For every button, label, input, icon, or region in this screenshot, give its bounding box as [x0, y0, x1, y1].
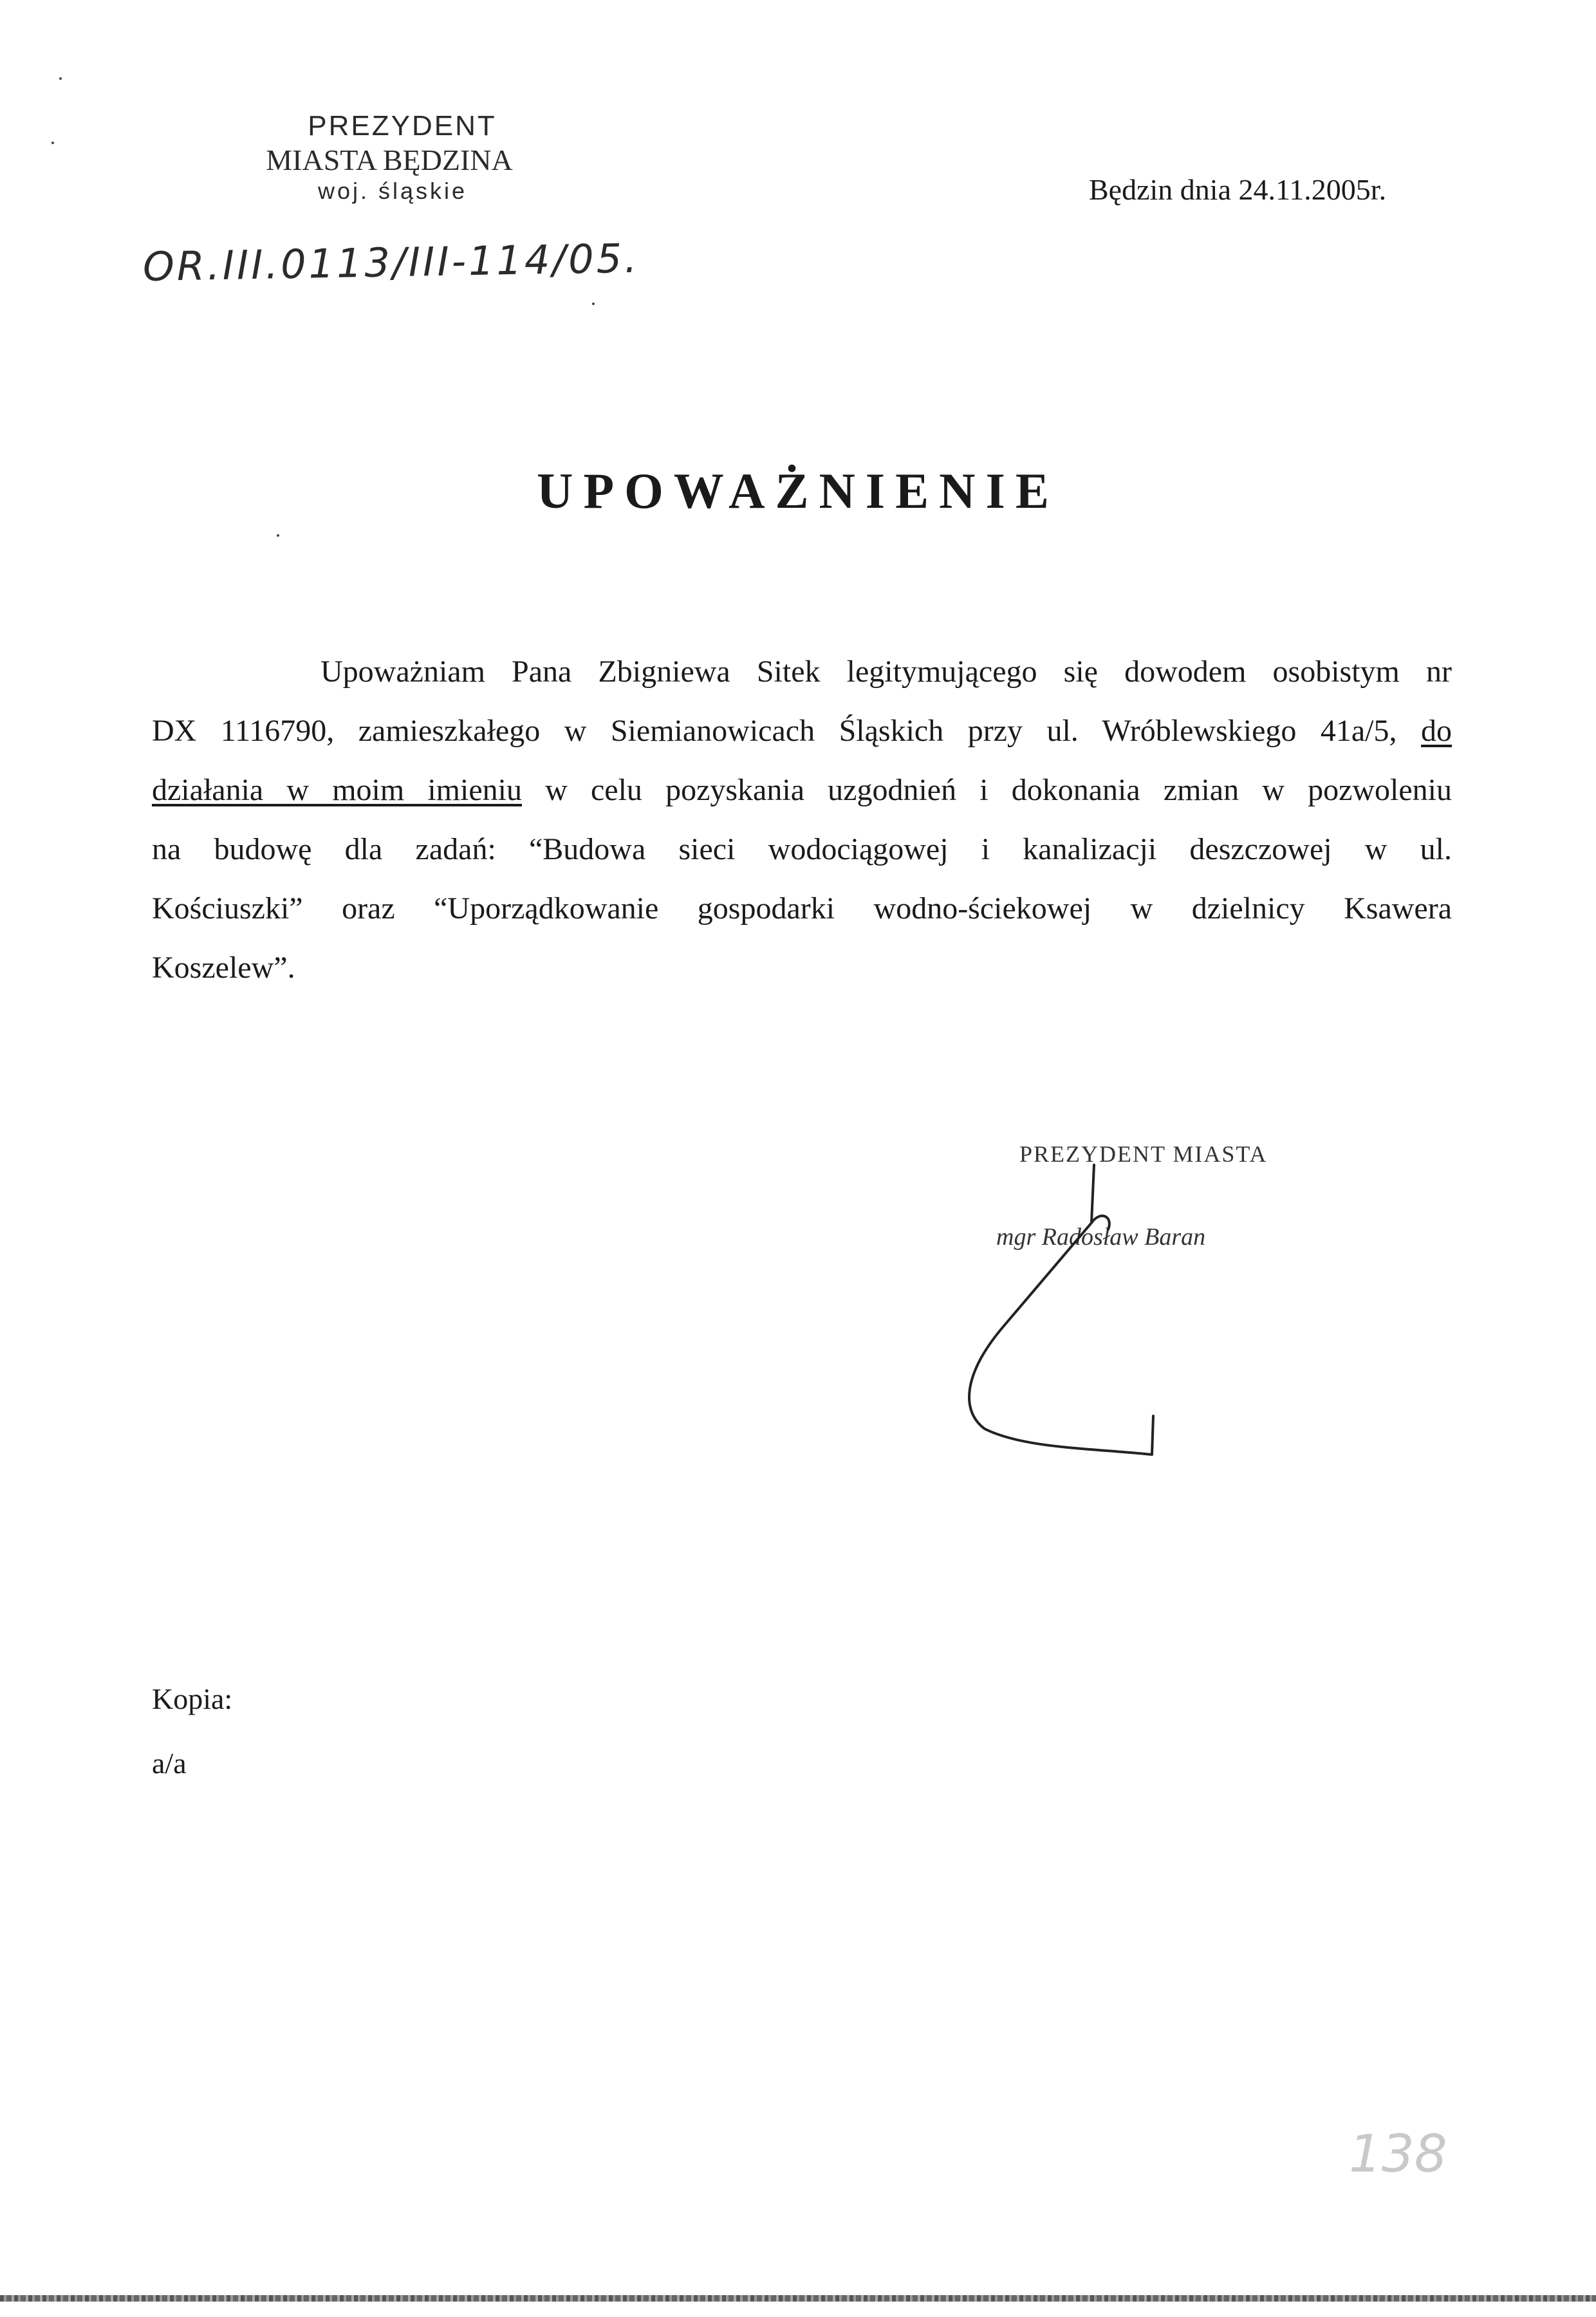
stamp-line-1: PREZYDENT [308, 110, 497, 142]
document-title: UPOWAŻNIENIE [537, 463, 1059, 519]
body-line-2-underlined: do [1421, 714, 1452, 748]
body-line-1: Upoważniam Pana Zbigniewa Sitek legitymującego się dowodem osobistym nr [320, 655, 1452, 689]
body-line-2 [152, 702, 1452, 761]
copy-value: a/a [152, 1747, 187, 1780]
reference-number: OR.III.0113/III-114/05. [142, 234, 640, 290]
signature-stamp-title: PREZYDENT MIASTA [1019, 1141, 1268, 1167]
body-line-3-underlined: działania w moim imieniu [152, 773, 522, 807]
body-line-6: Koszelew”. [152, 951, 295, 985]
body-line-5: Kościuszki” oraz “Uporządkowanie gospodarki wodno-ściekowej w dzielnicy Ksawera [152, 891, 1452, 926]
body-line-3 [152, 761, 1452, 820]
body-line-4: na budowę dla zadań: “Budowa sieci wodociągowej i kanalizacji deszczowej w ul. [152, 832, 1452, 866]
stamp-line-2: MIASTA BĘDZINA [266, 144, 513, 176]
scan-bottom-edge [0, 2295, 1596, 2302]
signatory-name: mgr Radosław Baran [996, 1224, 1206, 1251]
authorization-text [152, 642, 1452, 998]
issuer-stamp [254, 108, 550, 206]
scan-speck [592, 302, 595, 305]
body-line-3-text: w celu pozyskania uzgodnień i dokonania zmian w pozwoleniu [545, 773, 1452, 807]
body-line-2-text: DX 1116790, zamieszkałego w Siemianowicach Śląskich przy ul. Wróblewskiego 41a/5, [152, 714, 1397, 748]
scan-speck [59, 77, 62, 80]
scan-speck [277, 534, 279, 537]
page-number-mark: 138 [1349, 2124, 1447, 2184]
stamp-line-3: woj. śląskie [317, 178, 468, 204]
scan-speck [51, 142, 54, 144]
handwritten-signature [940, 1158, 1184, 1493]
copy-section [152, 1667, 232, 1796]
document-date: Będzin dnia 24.11.2005r. [1089, 173, 1387, 206]
copy-label: Kopia: [152, 1682, 233, 1715]
